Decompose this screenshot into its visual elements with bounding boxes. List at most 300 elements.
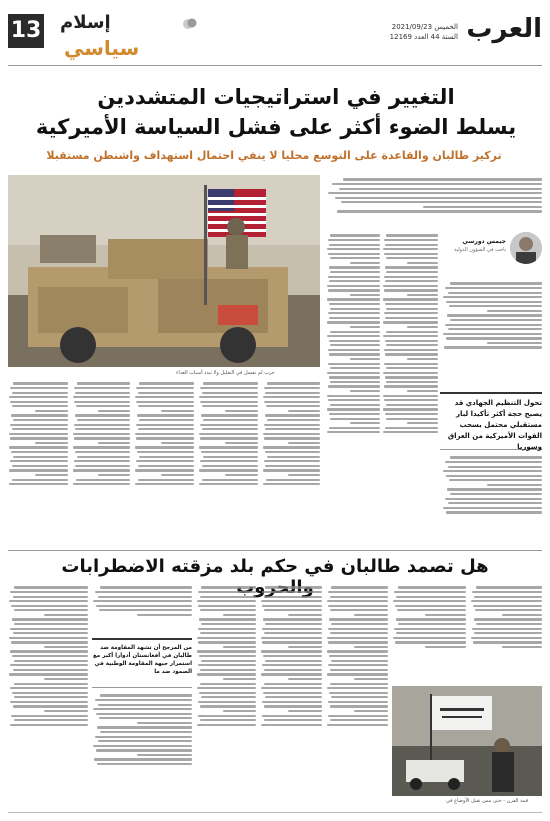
text-line — [384, 289, 438, 291]
text-line — [44, 646, 88, 648]
text-line — [327, 321, 380, 323]
article2-column-7 — [92, 692, 192, 810]
text-line — [135, 446, 194, 448]
text-line — [448, 328, 542, 330]
text-line — [264, 705, 322, 707]
text-line — [98, 442, 130, 444]
text-line — [288, 678, 322, 680]
text-line — [199, 618, 256, 620]
text-line — [330, 596, 388, 598]
text-line — [14, 683, 88, 685]
bottom-photo — [392, 686, 542, 796]
text-line — [35, 410, 68, 412]
text-line — [450, 493, 542, 495]
text-line — [202, 465, 258, 467]
text-line — [473, 605, 542, 607]
text-line — [384, 349, 438, 351]
article-divider — [8, 550, 542, 551]
text-line — [98, 704, 192, 706]
text-line — [93, 745, 192, 747]
headline-line2: يسلط الضوء أكثر على فشل السياسة الأميركية — [35, 115, 517, 139]
text-line — [200, 401, 258, 403]
text-line — [77, 456, 130, 458]
text-line — [397, 609, 466, 611]
text-line — [9, 600, 88, 602]
text-line — [138, 428, 194, 430]
text-line — [265, 428, 320, 430]
text-line — [407, 294, 438, 296]
newspaper-logo: العرب — [466, 14, 542, 44]
text-line — [329, 317, 380, 319]
article2-column-2 — [392, 584, 466, 684]
text-line — [473, 641, 542, 643]
text-line — [327, 600, 388, 602]
text-line — [331, 696, 388, 698]
text-line — [398, 623, 466, 625]
page-number: 13 — [8, 14, 44, 48]
text-line — [200, 632, 256, 634]
pull-quote — [440, 392, 542, 450]
text-line — [198, 605, 256, 607]
text-line — [200, 609, 256, 611]
text-line — [135, 433, 194, 435]
text-line — [450, 282, 542, 284]
text-line — [264, 387, 320, 389]
text-line — [10, 424, 68, 426]
text-line — [264, 437, 320, 439]
text-line — [197, 600, 256, 602]
text-line — [328, 605, 388, 607]
text-line — [266, 405, 320, 407]
text-line — [261, 650, 322, 652]
bottom-photo-caption: قمة الفرن - حتى ممن تقبل الأوضاع في — [446, 798, 529, 804]
text-line — [13, 669, 88, 671]
text-line — [75, 414, 130, 416]
text-line — [386, 367, 438, 369]
text-line — [330, 344, 380, 346]
text-line — [327, 687, 388, 689]
text-line — [75, 392, 130, 394]
text-line — [383, 431, 438, 433]
text-line — [261, 673, 322, 675]
text-line — [265, 660, 322, 662]
text-line — [12, 618, 88, 620]
text-line — [203, 419, 258, 421]
text-line — [331, 623, 388, 625]
text-line — [263, 692, 322, 694]
text-line — [73, 446, 130, 448]
text-line — [329, 376, 380, 378]
text-line — [386, 308, 438, 310]
text-line — [138, 465, 194, 467]
text-line — [330, 404, 380, 406]
text-line — [10, 687, 88, 689]
body-column-4 — [442, 454, 542, 548]
text-line — [394, 628, 466, 630]
article2-column-5 — [196, 584, 256, 810]
text-line — [10, 591, 88, 593]
text-line — [267, 382, 320, 384]
text-line — [13, 419, 68, 421]
text-line — [77, 382, 130, 384]
text-line — [386, 234, 438, 236]
text-line — [327, 650, 388, 652]
text-line — [398, 586, 466, 588]
body-column-6 — [198, 380, 258, 548]
text-line — [329, 266, 380, 268]
text-line — [448, 466, 542, 468]
text-line — [386, 331, 438, 333]
text-line — [138, 392, 194, 394]
text-line — [74, 437, 130, 439]
text-line — [263, 469, 320, 471]
text-line — [350, 390, 380, 392]
text-line — [395, 605, 466, 607]
text-line — [199, 483, 258, 485]
text-line — [200, 437, 258, 439]
text-line — [263, 396, 320, 398]
text-line — [9, 673, 88, 675]
text-line — [475, 609, 542, 611]
text-line — [383, 285, 438, 287]
text-line — [329, 280, 380, 282]
text-line — [135, 483, 194, 485]
text-line — [328, 701, 388, 703]
text-line — [384, 385, 438, 387]
text-line — [10, 401, 68, 403]
text-line — [99, 717, 192, 719]
text-line — [198, 715, 256, 717]
text-line — [74, 424, 130, 426]
text-line — [10, 437, 68, 439]
text-line — [339, 188, 542, 190]
text-line — [444, 346, 542, 348]
text-line — [265, 414, 320, 416]
text-line — [447, 488, 542, 490]
text-line — [201, 660, 256, 662]
text-line — [386, 381, 438, 383]
text-line — [328, 715, 388, 717]
text-line — [11, 641, 88, 643]
text-line — [76, 405, 130, 407]
text-line — [328, 385, 380, 387]
text-line — [330, 705, 388, 707]
text-line — [262, 641, 322, 643]
text-line — [12, 655, 88, 657]
text-line — [327, 408, 380, 410]
text-line — [197, 650, 256, 652]
text-line — [98, 474, 130, 476]
text-line — [75, 428, 130, 430]
text-line — [94, 758, 192, 760]
text-line — [383, 298, 438, 300]
text-line — [354, 710, 388, 712]
text-line — [474, 632, 542, 634]
text-line — [443, 507, 542, 509]
text-line — [265, 465, 320, 467]
text-line — [98, 596, 192, 598]
text-line — [267, 419, 320, 421]
text-line — [446, 511, 542, 513]
text-line — [14, 696, 88, 698]
author-photo — [510, 232, 542, 264]
text-line — [350, 326, 380, 328]
text-line — [223, 710, 256, 712]
text-line — [328, 641, 388, 643]
body-column-2 — [382, 232, 438, 548]
text-line — [327, 335, 380, 337]
text-line — [10, 664, 88, 666]
article2-column-1 — [470, 584, 542, 684]
text-line — [330, 271, 380, 273]
text-line — [383, 335, 438, 337]
article2-column-8 — [8, 584, 88, 810]
text-line — [262, 715, 322, 717]
text-line — [328, 628, 388, 630]
text-line — [11, 414, 68, 416]
text-line — [354, 614, 388, 616]
text-line — [265, 451, 320, 453]
text-line — [199, 655, 256, 657]
text-line — [330, 308, 380, 310]
text-line — [395, 641, 466, 643]
text-line — [385, 427, 438, 429]
text-line — [383, 395, 438, 397]
text-line — [35, 442, 68, 444]
text-line — [197, 673, 256, 675]
text-line — [262, 605, 322, 607]
text-line — [98, 740, 192, 742]
text-line — [327, 673, 388, 675]
text-line — [262, 628, 322, 630]
text-line — [202, 405, 258, 407]
text-line — [13, 596, 88, 598]
text-line — [330, 683, 388, 685]
text-line — [328, 253, 380, 255]
text-line — [448, 502, 542, 504]
text-line — [330, 234, 380, 236]
text-line — [161, 474, 194, 476]
text-line — [95, 736, 192, 738]
text-line — [474, 618, 542, 620]
text-line — [472, 591, 542, 593]
text-line — [197, 687, 256, 689]
text-line — [13, 382, 68, 384]
text-line — [385, 376, 438, 378]
body-column-intro — [326, 176, 542, 232]
text-line — [95, 591, 192, 593]
text-line — [445, 324, 542, 326]
text-line — [329, 655, 388, 657]
body-column-8 — [72, 380, 130, 548]
text-line — [10, 460, 68, 462]
text-line — [288, 646, 322, 648]
text-line — [264, 719, 322, 721]
text-line — [225, 474, 258, 476]
text-line — [9, 396, 68, 398]
text-line — [261, 637, 322, 639]
text-line — [425, 646, 466, 648]
text-line — [262, 591, 322, 593]
text-line — [327, 298, 380, 300]
text-line — [200, 669, 256, 671]
text-line — [327, 637, 388, 639]
text-line — [288, 442, 320, 444]
text-line — [198, 701, 256, 703]
text-line — [327, 285, 380, 287]
text-line — [74, 460, 130, 462]
text-line — [199, 396, 258, 398]
text-line — [383, 321, 438, 323]
text-line — [263, 446, 320, 448]
text-line — [394, 591, 466, 593]
issue-info — [358, 22, 458, 42]
text-line — [9, 483, 68, 485]
text-line — [225, 410, 258, 412]
text-line — [44, 614, 88, 616]
text-line — [343, 178, 542, 180]
text-line — [328, 591, 388, 593]
text-line — [13, 456, 68, 458]
text-line — [446, 337, 542, 339]
text-line — [385, 280, 438, 282]
text-line — [487, 310, 542, 312]
text-line — [198, 628, 256, 630]
text-line — [328, 276, 380, 278]
text-line — [200, 683, 256, 685]
text-line — [199, 446, 258, 448]
text-line — [354, 646, 388, 648]
text-line — [264, 424, 320, 426]
text-line — [93, 708, 192, 710]
text-line — [261, 687, 322, 689]
text-line — [288, 410, 320, 412]
text-line — [10, 650, 88, 652]
text-line — [197, 637, 256, 639]
text-line — [288, 474, 320, 476]
text-line — [354, 678, 388, 680]
text-line — [10, 387, 68, 389]
text-line — [12, 428, 68, 430]
text-line — [10, 628, 88, 630]
main-photo-caption: حرب لم تفشل في التقليل ولا تبدد أسباب العداء — [176, 370, 275, 376]
text-line — [95, 699, 192, 701]
text-line — [384, 276, 438, 278]
text-line — [13, 632, 88, 634]
text-line — [202, 479, 258, 481]
text-line — [137, 414, 194, 416]
text-line — [384, 399, 438, 401]
text-line — [9, 433, 68, 435]
text-line — [11, 605, 88, 607]
text-line — [262, 701, 322, 703]
text-line — [341, 201, 542, 203]
text-line — [265, 586, 322, 588]
pull-quote-text: تحول التنظيم الجهادي قد يصبح حجة أكثر تأكيدا لبار مستقبلي محتمل بسحب القوات الأميركية من العراق وسوريا — [447, 399, 542, 451]
text-line — [385, 266, 438, 268]
text-line — [77, 419, 130, 421]
text-line — [502, 614, 542, 616]
text-line — [135, 469, 194, 471]
text-line — [487, 342, 542, 344]
text-line — [329, 244, 380, 246]
author-portrait-image — [510, 232, 542, 264]
text-line — [199, 692, 256, 694]
text-line — [476, 586, 542, 588]
text-line — [9, 446, 68, 448]
text-line — [96, 749, 192, 751]
text-line — [197, 724, 256, 726]
second-article-headline: هل تصمد طالبان في حكم بلد مزقته الاضطرابات — [61, 556, 489, 577]
text-line — [384, 363, 438, 365]
body-column-3 — [326, 232, 380, 548]
text-line — [407, 422, 438, 424]
text-line — [449, 479, 542, 481]
text-line — [10, 701, 88, 703]
text-line — [443, 470, 542, 472]
text-line — [136, 387, 194, 389]
issue-number: السنة 44 العدد 12169 — [389, 33, 458, 41]
article2-column-6 — [92, 584, 192, 634]
text-line — [14, 719, 88, 721]
main-subhead: تركيز طالبان والقاعدة على التوسع محليا لا ينفي احتمال استهداف واشنطن مستقبلا — [46, 149, 502, 162]
text-line — [10, 724, 88, 726]
text-line — [328, 289, 380, 291]
text-line — [327, 724, 388, 726]
text-line — [13, 705, 88, 707]
text-line — [288, 710, 322, 712]
text-line — [328, 312, 380, 314]
text-line — [200, 387, 258, 389]
text-line — [44, 710, 88, 712]
text-line — [396, 596, 466, 598]
text-line — [74, 387, 130, 389]
text-line — [385, 303, 438, 305]
body-column-5 — [262, 380, 320, 548]
body-column-1 — [442, 280, 542, 388]
text-line — [100, 586, 192, 588]
text-line — [12, 405, 68, 407]
text-line — [264, 683, 322, 685]
text-line — [14, 660, 88, 662]
article2-column-4 — [260, 584, 322, 810]
text-line — [386, 418, 438, 420]
text-line — [384, 239, 438, 241]
text-line — [446, 475, 542, 477]
text-line — [11, 451, 68, 453]
text-line — [161, 410, 194, 412]
speech-bubbles-icon — [182, 16, 198, 32]
text-line — [136, 401, 194, 403]
text-line — [223, 614, 256, 616]
text-line — [200, 596, 256, 598]
text-line — [350, 422, 380, 424]
text-line — [330, 418, 380, 420]
text-line — [396, 618, 466, 620]
issue-date: الخميس 2021/09/23 — [391, 23, 458, 31]
text-line — [265, 392, 320, 394]
text-line — [100, 731, 192, 733]
text-line — [261, 724, 322, 726]
masthead — [8, 10, 542, 66]
text-line — [328, 239, 380, 241]
text-line — [396, 632, 466, 634]
text-line — [425, 614, 466, 616]
second-pull-quote-text: من المرجح أن تشهد المقاومة ضد طالبان في أفغانستان أدوارا أكبر مع استمرار جبهة المقاومة الوطنية في الصمود ضد ما — [92, 645, 192, 675]
text-line — [12, 392, 68, 394]
text-line — [75, 451, 130, 453]
text-line — [262, 664, 322, 666]
